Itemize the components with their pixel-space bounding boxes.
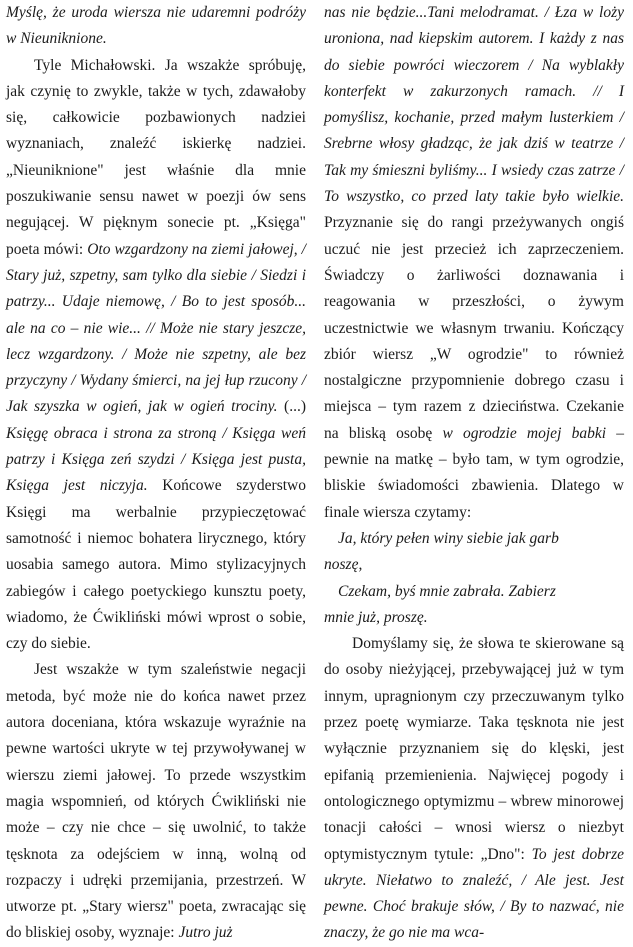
paragraph-3 <box>6 657 306 946</box>
poem-line: Ja, który pełen winy siebie jak garb <box>338 529 559 547</box>
body-text: Jest wszakże w tym szaleństwie negacji metoda, być może nie do końca nawet przez autora doceniana, która wskazuje wyraźnie na pewne wartości ukryte w tej przywoływanej w wierszu ziemi jałowej. To przede wszystkim magia wspomnień, od których Ćwikliński nie może – czy nie chce – się uwolnić, to także tęsknota za odejściem w inną, wolną od rozpaczy i udręki przemijania, przestrzeń. W utworze pt. „Stary wiersz" poeta, zwracając się do bliskiej osoby, wyznaje: <box>6 661 306 942</box>
quote-text: Myślę, że uroda wiersza nie udaremni podróży w Nieuniknione. <box>6 4 306 48</box>
paragraph-5 <box>324 631 624 947</box>
poem-block <box>324 526 624 631</box>
left-column <box>6 0 306 947</box>
poem-line: Czekam, byś mnie zabrała. Zabierz <box>338 582 556 600</box>
quote-text: w ogrodzie mojej babki <box>442 424 607 442</box>
quote-text: Oto wzgardzony na ziemi jałowej, / Stary już, szpetny, sam tylko dla siebie / Siedzi i patrzy... Udaje niemowę, / Bo to jest sposób... ale na co – nie wie... // Może nie stary jeszcze, lecz wzgardzony. / Może nie szpetny, ale bez przyczyny / Wydany śmierci, na jej łup rzucony / Jak szyszka w ogień, jak w ogień trociny. <box>6 240 306 416</box>
body-text: Końcowe szyderstwo Księgi ma werbalnie przypieczętować samotność i niemoc bohatera lirycznego, który uosabia samego autora. Mimo stylizacyjnych zabiegów i całego poetyckiego kunsztu poety, wiadomo, że Ćwikliński mówi wprost o sobie, czy do siebie. <box>6 477 306 653</box>
quote-text: Księgę obraca i strona za stroną / Księga weń patrzy i Księga zeń szydzi / Księga jest pusta, Księga jest niczyja. <box>6 424 306 495</box>
paragraph-2 <box>6 53 306 658</box>
poem-line-continuation: mnie już, proszę. <box>324 608 428 626</box>
quote-text: nas nie będzie...Tani melodramat. / Łza w loży uroniona, nad kiepskim autorem. I każdy z nas do siebie powróci wieczorem / Na wyblakły konterfekt w zakurzonych ramach. // I pomyślisz, kochanie, przed małym lusterkiem / Srebrne włosy gładząc, że jak dziś w teatrze / Tak my śmieszni byliśmy... I wsiedy czas zatrze / To wszystko, co przed laty takie było wielkie. <box>324 4 624 206</box>
quote-text: Jutro już <box>178 924 233 942</box>
quote-text: To jest dobrze ukryte. Niełatwo to znaleźć, / Ale jest. Jest pewne. Choć brakuje słów, / By to nazwać, nie znaczy, że go nie ma wca- <box>324 845 624 942</box>
body-text: Przyznanie się do rangi przeżywanych ongiś uczuć nie jest przecież ich zaprzeczeniem. Świadczy o żarliwości doznawania i reagowania w przeszłości, o żywym uczestnictwie we własnym trwaniu. Kończący zbiór wiersz „W ogrodzie" to również nostalgiczne przypomnienie dobrego czasu i miejsca – tym razem z dzieciństwa. Czekanie na bliską osobę <box>324 214 624 442</box>
paragraph-4 <box>324 0 624 526</box>
right-column <box>324 0 624 947</box>
body-text: – pewnie na matkę – było tam, w tym ogrodzie, bliskie świadomości zbawienia. Dlatego w finale wiersza czytamy: <box>324 424 624 521</box>
body-text: Domyślamy się, że słowa te skierowane są do osoby nieżyjącej, przebywającej już w tym innym, upragnionym czy przeczuwanym tylko przez poetę wymiarze. Taka tęsknota nie jest wyłącznie przyznaniem się do klęski, jest epifanią przemienienia. Najwięcej pogody i ontologicznego optymizmu – wbrew minorowej tonacji całości – wnosi wiersz o niezbyt optymistycznym tytule: „Dno": <box>324 635 624 863</box>
body-text: (...) <box>277 398 307 416</box>
poem-line-continuation: noszę, <box>324 556 363 574</box>
body-text: Tyle Michałowski. Ja wszakże spróbuję, jak czynię to zwykle, także w tych, zdawałoby się, całkowicie pozbawionych nadziei wyznaniach, znaleźć iskierkę nadziei. „Nieuniknione" jest właśnie dla mnie poszukiwanie sensu nawet w poezji ów sens negującej. W pięknym sonecie pt. „Księga" poeta mówi: <box>6 56 306 258</box>
paragraph-1 <box>6 0 306 53</box>
